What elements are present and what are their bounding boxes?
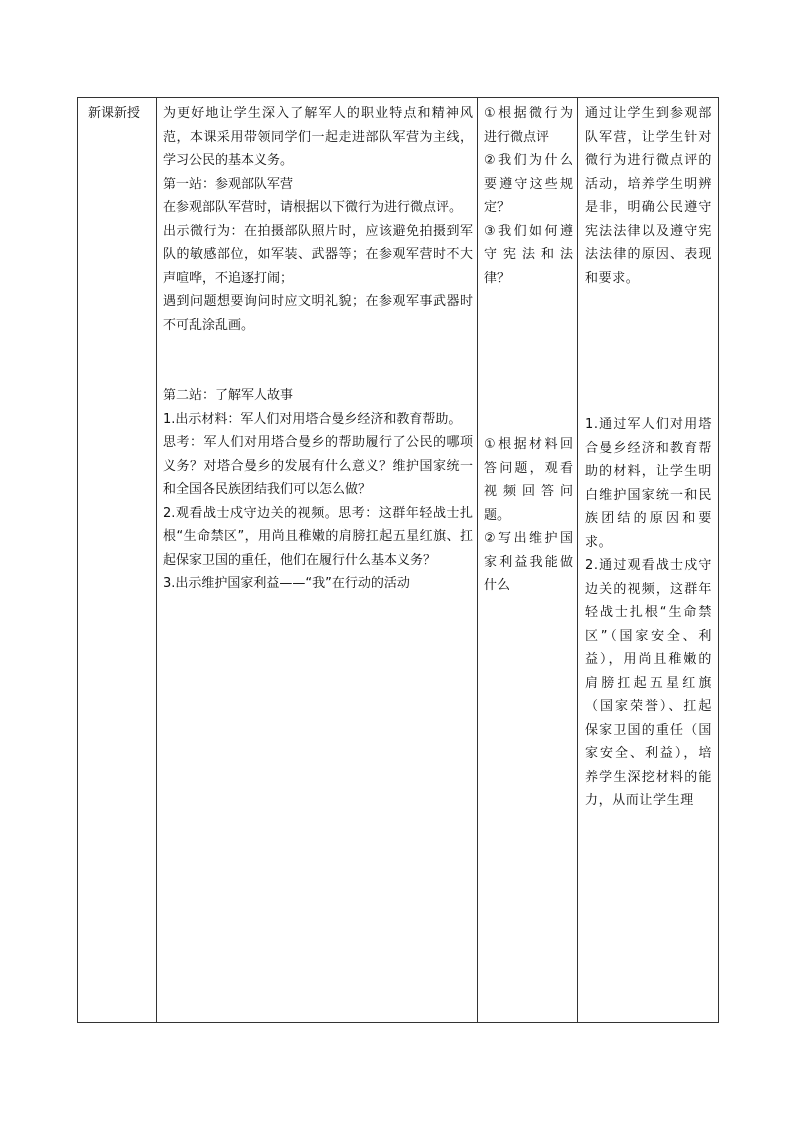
station2-line: 2.观看战士戍守边关的视频。思考：这群年轻战士扎根“生命禁区”，用尚且稚嫩的肩膀扛起五星红旗、扛起保家卫国的重任，他们在履行什么基本义务？: [163, 505, 473, 568]
intent-item: 2.通过观看战士戍守边关的视频，这群年轻战士扎根“生命禁区”（国家安全、利益），用尚且稚嫩的肩膀扛起五星红旗（国家荣誉）、扛起保家卫国的重任（国家安全、利益），培养学生深挖材料的能力，从而让学生理: [585, 558, 712, 808]
station1-title: 第一站：参观部队军营: [163, 176, 294, 192]
intent-part1: 通过让学生到参观部队军营，让学生针对微行为进行微点评的活动，培养学生明辨是非，明确公民遵守宪法法律以及遵守宪法法律的原因、表现和要求。: [585, 106, 712, 286]
station1-line: 在参观部队军营时，请根据以下微行为进行微点评。: [163, 200, 463, 215]
station2-line: 1.出示材料：军人们对用塔合曼乡经济和教育帮助。: [163, 411, 462, 427]
lesson-plan-table: [77, 97, 719, 1023]
student-item: ①根据微行为进行微点评: [484, 106, 573, 145]
station2-line: 3.出示维护国家利益——“我”在行动的活动: [163, 576, 410, 591]
student-item: ②我们为什么要遵守这些规定？: [484, 153, 573, 215]
student-item: ①根据材料回答问题，观看视频回答问题。: [484, 437, 573, 523]
intent-item: 1.通过军人们对用塔合曼乡经济和教育帮助的材料，让学生明白维护国家统一和民族团结的原因和要求。: [585, 417, 712, 550]
stage-label: 新课新授: [88, 106, 141, 121]
stage-cell: [78, 98, 157, 1023]
station1-line: 遇到问题想要询问时应文明礼貌；在参观军事武器时不可乱涂乱画。: [163, 294, 473, 333]
teacher-activity-cell: [157, 98, 478, 1023]
student-item: ②写出维护国家利益我能做什么: [484, 531, 573, 593]
design-intent-cell: [578, 98, 719, 1023]
student-item: ③我们如何遵守宪法和法律？: [484, 223, 573, 286]
station2-line: 思考：军人们对用塔合曼乡的帮助履行了公民的哪项义务？对塔合曼乡的发展有什么意义？维护国家统一和全国各民族团结我们可以怎么做？: [163, 435, 473, 497]
teacher-intro: 为更好地让学生深入了解军人的职业特点和精神风范，本课采用带领同学们一起走进部队军营为主线，学习公民的基本义务。: [163, 106, 473, 168]
student-activity-cell: [478, 98, 578, 1023]
table-row: [78, 98, 719, 1023]
station1-line: 出示微行为：在拍摄部队照片时，应该避免拍摄到军队的敏感部位，如军装、武器等；在参观军营时不大声喧哗，不追逐打闹；: [163, 223, 473, 286]
station2-title: 第二站：了解军人故事: [163, 388, 294, 403]
